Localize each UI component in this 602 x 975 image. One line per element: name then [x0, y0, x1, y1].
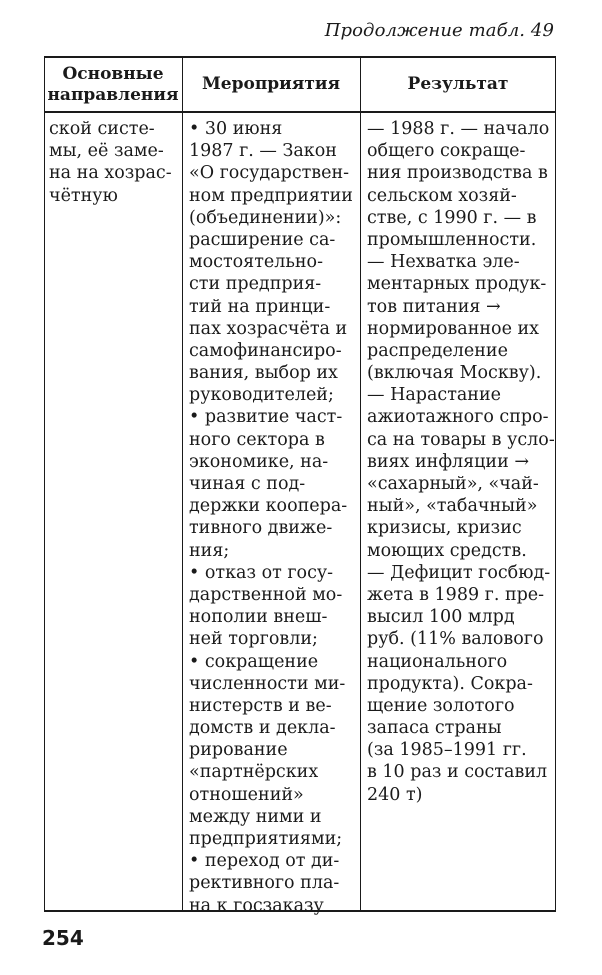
text-line: • отказ от госу-: [189, 562, 334, 583]
text-line: ном предприятии: [189, 185, 353, 206]
text-line: сти предприя-: [189, 274, 322, 295]
page-number: 254: [42, 926, 84, 950]
text-line: са на товары в усло-: [367, 429, 555, 450]
text-line: распределение: [367, 340, 508, 361]
text-line: руб. (11% валового: [367, 629, 544, 650]
text-line: тивного движе-: [189, 518, 333, 539]
text-line: щение золотого: [367, 695, 515, 716]
text-line: • 30 июня: [189, 119, 283, 139]
text-line: на на хозрас-: [49, 163, 172, 184]
text-line: тов питания →: [367, 296, 501, 317]
text-line: ажиотажного спро-: [367, 407, 549, 428]
history-table: [44, 56, 556, 916]
table-caption: Продолжение табл. 49: [324, 20, 554, 41]
text-line: стве, с 1990 г. — в: [367, 207, 537, 228]
text-line: мостоятельно-: [189, 252, 324, 273]
text-line: — Дефицит госбюд-: [367, 562, 551, 583]
text-line: сельском хозяй-: [367, 185, 517, 206]
text-line: предприятиями;: [189, 829, 343, 849]
text-line: запаса страны: [367, 718, 502, 739]
header-measures: Мероприятия: [201, 74, 341, 94]
text-line: ния;: [189, 540, 230, 561]
text-line: расширение са-: [189, 229, 336, 250]
text-line: ней торговли;: [189, 629, 318, 650]
text-line: между ними и: [189, 806, 322, 827]
text-line: (за 1985–1991 гг.: [367, 740, 527, 761]
text-line: — Нехватка эле-: [367, 252, 520, 273]
measures-cell: [189, 118, 353, 917]
text-line: нормированное их: [367, 318, 540, 339]
text-line: на к госзаказу: [189, 895, 324, 916]
text-line: рективного пла-: [189, 873, 340, 894]
text-line: кризисы, кризис: [367, 518, 522, 539]
text-line: продукта). Сокра-: [367, 673, 533, 694]
text-line: общего сокраще-: [367, 141, 526, 162]
text-line: руководителей;: [189, 385, 334, 406]
text-line: моющих средств.: [367, 540, 527, 561]
text-line: — 1988 г. — начало: [367, 119, 550, 139]
text-line: самофинансиро-: [189, 340, 342, 361]
text-line: вания, выбор их: [189, 363, 338, 384]
text-line: «партнёрских: [189, 762, 319, 783]
text-line: отношений»: [189, 784, 304, 805]
text-line: ментарных продук-: [367, 274, 547, 295]
text-line: численности ми-: [189, 673, 346, 694]
text-line: • развитие част-: [189, 407, 343, 428]
text-line: держки коопера-: [189, 496, 348, 517]
text-line: мы, её заме-: [49, 141, 164, 162]
text-line: высил 100 млрд: [367, 607, 515, 628]
table-border-left: [44, 58, 45, 910]
text-line: (объединении)»:: [189, 207, 342, 228]
text-line: «сахарный», «чай-: [367, 474, 539, 494]
header-directions-line2: направления: [47, 84, 179, 105]
text-line: пах хозрасчёта и: [189, 318, 348, 339]
text-line: нополии внеш-: [189, 607, 328, 628]
text-line: в 10 раз и составил: [367, 762, 548, 783]
column-divider-2: [360, 58, 361, 910]
text-line: • сокращение: [189, 651, 319, 672]
text-line: промышленности.: [367, 229, 537, 250]
text-line: • переход от ди-: [189, 851, 340, 872]
text-line: экономике, на-: [189, 451, 329, 472]
table-border-right: [555, 58, 556, 910]
header-directions: [44, 58, 182, 111]
header-result: Результат: [407, 74, 509, 94]
text-line: домств и декла-: [189, 718, 336, 739]
text-line: рирование: [189, 740, 288, 761]
text-line: тий на принци-: [189, 296, 331, 317]
text-line: (включая Москву).: [367, 363, 542, 384]
text-line: виях инфляции →: [367, 451, 529, 472]
text-line: чиная с под-: [189, 474, 306, 494]
text-line: — Нарастание: [367, 385, 501, 406]
text-line: ской систе-: [49, 119, 155, 139]
text-line: нистерств и ве-: [189, 695, 332, 716]
text-line: ного сектора в: [189, 429, 325, 450]
column-divider-1: [182, 58, 183, 910]
header-directions-line1: Основные: [62, 63, 164, 84]
text-line: «О государствен-: [189, 163, 350, 184]
text-line: 240 т): [367, 784, 423, 805]
text-line: чётную: [49, 185, 118, 206]
text-line: жета в 1989 г. пре-: [367, 584, 545, 605]
text-line: дарственной мо-: [189, 584, 343, 605]
text-line: ния производства в: [367, 163, 548, 184]
text-line: национального: [367, 651, 508, 672]
header-divider: [44, 111, 556, 113]
text-line: ный», «табачный»: [367, 496, 538, 517]
directions-cell: [49, 118, 172, 207]
result-cell: [367, 118, 555, 806]
text-line: 1987 г. — Закон: [189, 141, 337, 162]
